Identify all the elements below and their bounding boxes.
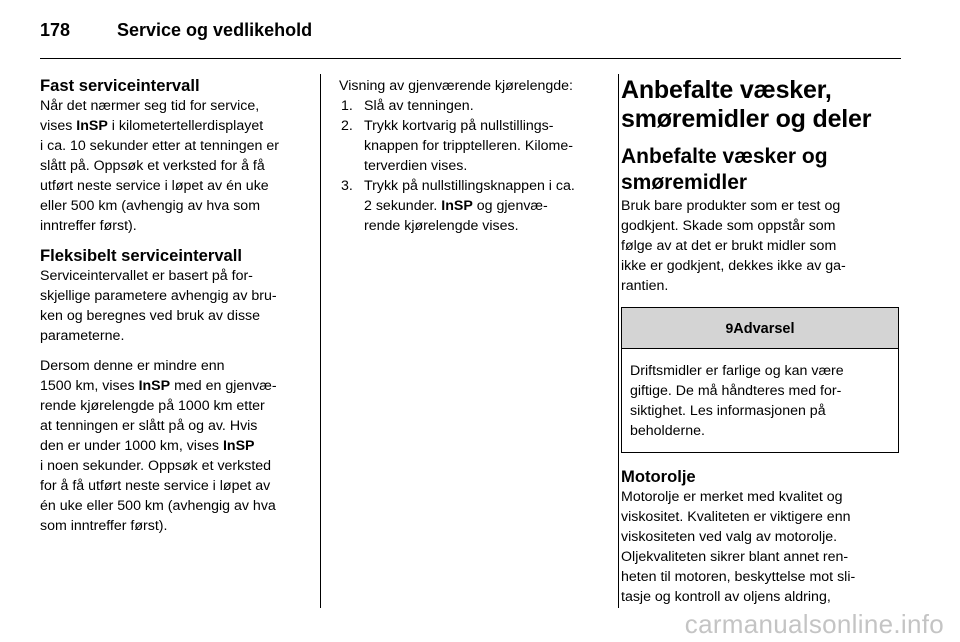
- column-divider-1: [320, 74, 321, 608]
- step-number: 3.: [341, 178, 353, 194]
- step-number: 1.: [341, 98, 353, 114]
- warning-triangle-icon: 9: [725, 320, 734, 336]
- steps-list: [339, 96, 607, 236]
- chapter-heading: Anbefalte væsker, smøremidler og deler: [621, 76, 872, 133]
- step-text: Trykk på nullstillingsknappen i ca. 2 sekunder. InSP og gjenvæ- rende kjørelengde vises.: [364, 178, 575, 234]
- step-number: 2.: [341, 118, 353, 134]
- warning-header: [622, 308, 898, 349]
- page-title: Service og vedlikehold: [117, 20, 313, 40]
- section-heading-engine-oil: Motorolje: [621, 467, 696, 486]
- column-3: [621, 76, 901, 607]
- watermark: carmanualsonline.info: [684, 609, 944, 639]
- section-heading-fixed-interval: Fast serviceintervall: [40, 76, 200, 95]
- step-text: Slå av tenningen.: [364, 98, 474, 114]
- paragraph-approved-products: Bruk bare produkter som er test og godkjent. Skade som oppstår som følge av at det er brukt midler som ikke er godkjent, dekkes ikke av ga- rantien.: [621, 198, 846, 294]
- paragraph-remaining-distance: Dersom denne er mindre enn 1500 km, vises InSP med en gjenvæ- rende kjørelengde på 1000 km etter at tenningen er slått på og av. Hvis den er under 1000 km, vises InSP i noen sekunder. Oppsøk et verksted for å få utført neste service i løpet av én uke eller 500 km (avhengig av hva som inntreffer først).: [40, 358, 277, 534]
- steps-intro: Visning av gjenværende kjørelengde:: [339, 78, 573, 94]
- warning-text: Driftsmidler er farlige og kan være giftige. De må håndteres med for- siktighet. Les informasjonen på beholderne.: [630, 363, 844, 439]
- section-heading-flexible-interval: Fleksibelt serviceintervall: [40, 246, 243, 265]
- list-item: [339, 176, 607, 236]
- warning-box: [621, 307, 899, 453]
- header-rule: [40, 58, 901, 59]
- warning-title: Advarsel: [733, 321, 795, 337]
- paragraph-engine-oil: Motorolje er merket med kvalitet og viskositet. Kvaliteten er viktigere enn viskositeten ved valg av motorolje. Oljekvaliteten sikrer blant annet ren- heten til motoren, beskyttelse mot sli- tasje og kontroll av oljens aldring,: [621, 489, 856, 605]
- column-1: [40, 76, 306, 536]
- column-2: [339, 76, 607, 236]
- paragraph-flexible-interval: Serviceintervallet er basert på for- skjellige parametere avhengig av bru- ken og beregnes ved bruk av disse parameterne.: [40, 268, 277, 344]
- step-text: Trykk kortvarig på nullstillings- knappen for tripptelleren. Kilome- terverdien vises.: [364, 118, 573, 174]
- paragraph-fixed-interval: Når det nærmer seg tid for service, vises InSP i kilometertellerdisplayet i ca. 10 sekunder etter at tenningen er slått på. Oppsøk et verksted for å få utført neste service i løpet av én uke eller 500 km (avhengig av hva som inntreffer først).: [40, 98, 279, 234]
- column-divider-2: [618, 74, 619, 608]
- list-item: [339, 96, 607, 116]
- list-item: [339, 116, 607, 176]
- section-heading-fluids: Anbefalte væsker og smøremidler: [621, 145, 828, 194]
- page-number: 178: [40, 20, 71, 40]
